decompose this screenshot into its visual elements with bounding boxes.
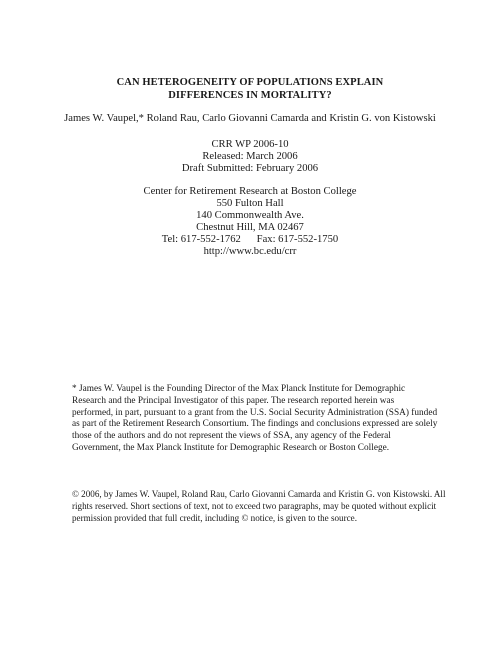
phone-fax: Tel: 617-552-1762 Fax: 617-552-1750: [161, 233, 339, 245]
address-avenue: 140 Commonwealth Ave.: [196, 209, 304, 221]
footnote-line: those of the authors and do not represent the views of SSA, any agency of the Federal: [72, 431, 391, 442]
copyright-line: permission provided that full credit, including © notice, is given to the source.: [72, 512, 357, 523]
address-city: Chestnut Hill, MA 02467: [196, 221, 304, 233]
footnote-line: Government, the Max Planck Institute for Demographic Research or Boston College.: [72, 442, 390, 453]
footnote-line: * James W. Vaupel is the Founding Director of the Max Planck Institute for Demographic: [72, 384, 406, 394]
paper-title-line-2: DIFFERENCES IN MORTALITY?: [168, 90, 332, 101]
paper-title: [0, 76, 500, 102]
copyright-line: rights reserved. Short sections of text, not to exceed two paragraphs, may be quoted without explicit: [72, 500, 437, 511]
paper-title-line-1: CAN HETEROGENEITY OF POPULATIONS EXPLAIN: [116, 77, 384, 88]
institution-name: Center for Retirement Research at Boston College: [143, 186, 357, 197]
working-paper-number: CRR WP 2006-10: [211, 139, 289, 150]
draft-submitted-date: Draft Submitted: February 2006: [181, 162, 319, 174]
author-footnote: [72, 384, 442, 455]
institution-address: [0, 186, 500, 257]
release-date: Released: March 2006: [202, 150, 298, 162]
copyright-line: © 2006, by James W. Vaupel, Roland Rau, Carlo Giovanni Camarda and Kristin G. von Kistowski. All: [72, 489, 446, 499]
copyright-notice: [72, 489, 446, 524]
author-list: James W. Vaupel,* Roland Rau, Carlo Giovanni Camarda and Kristin G. von Kistowski: [64, 113, 436, 124]
working-paper-info: [0, 139, 500, 175]
footnote-line: performed, in part, pursuant to a grant from the U.S. Social Security Administration (SSA) funded: [72, 407, 438, 418]
footnote-line: Research and the Principal Investigator of this paper. The research reported herein was: [72, 395, 395, 406]
institution-url[interactable]: http://www.bc.edu/crr: [203, 245, 297, 257]
footnote-line: as part of the Retirement Research Consortium. The findings and conclusions expressed are solely: [72, 419, 438, 430]
address-street: 550 Fulton Hall: [216, 197, 284, 209]
